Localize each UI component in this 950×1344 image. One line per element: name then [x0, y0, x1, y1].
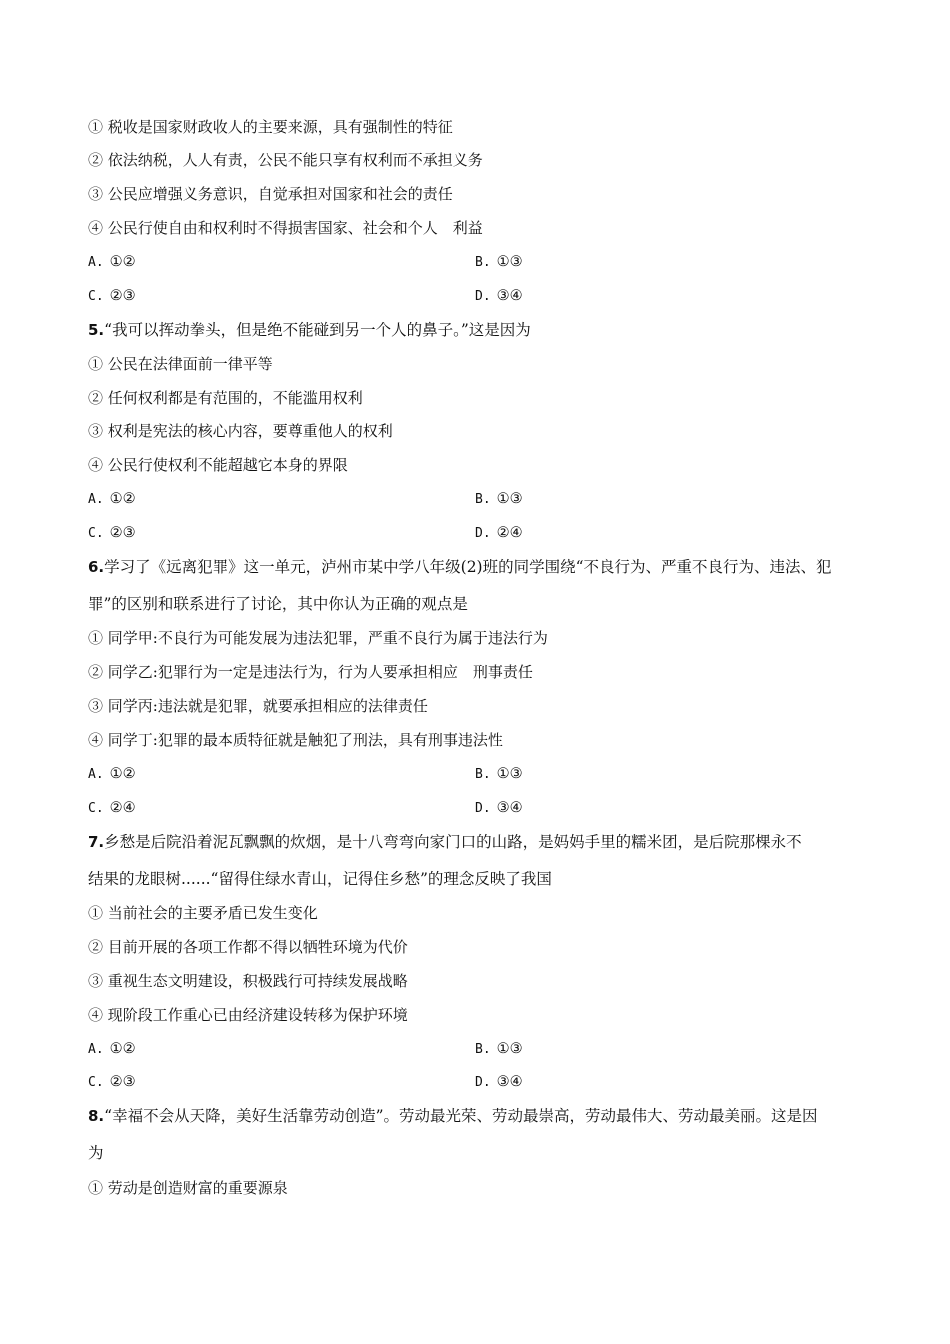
option-letter: D. [475, 526, 491, 541]
option-letter: B. [475, 255, 491, 270]
option-text: ③④ [496, 800, 523, 816]
q6-option-a [88, 764, 136, 785]
q7-stem-line-1 [88, 832, 802, 852]
q6-option-b [475, 764, 523, 785]
question-number: 6. [88, 558, 105, 576]
q5-option-b [475, 489, 523, 510]
q6-stem-line-2: 罪”的区别和联系进行了讨论，其中你认为正确的观点是 [88, 595, 468, 613]
option-text: ③④ [496, 1074, 523, 1090]
option-text: ①② [109, 766, 136, 782]
option-text: ①② [109, 1041, 136, 1057]
option-letter: D. [475, 801, 491, 816]
q6-statement-2: ② 同学乙:犯罪行为一定是违法行为，行为人要承担相应 刑事责任 [88, 663, 533, 681]
option-letter: C. [88, 289, 104, 304]
q5-option-a [88, 489, 136, 510]
q4-option-a [88, 252, 136, 273]
option-letter: B. [475, 767, 491, 782]
option-letter: A. [88, 1042, 104, 1057]
q5-statement-3: ③ 权利是宪法的核心内容，要尊重他人的权利 [88, 422, 393, 440]
option-text: ②④ [109, 800, 136, 816]
option-text: ①② [109, 491, 136, 507]
option-text: ①③ [496, 491, 523, 507]
option-text: ③④ [496, 288, 523, 304]
question-stem-text: 乡愁是后院沿着泥瓦飘飘的炊烟，是十八弯弯向家门口的山路，是妈妈手里的糯米团，是后院那棵永不 [104, 833, 802, 851]
option-letter: D. [475, 1075, 491, 1090]
option-text: ①③ [496, 766, 523, 782]
q7-statement-3: ③ 重视生态文明建设，积极践行可持续发展战略 [88, 972, 408, 990]
q6-option-c [88, 798, 136, 819]
q5-option-c [88, 523, 136, 544]
q6-statement-4: ④ 同学丁:犯罪的最本质特征就是触犯了刑法，具有刑事违法性 [88, 731, 503, 749]
q8-statement-1: ① 劳动是创造财富的重要源泉 [88, 1179, 288, 1197]
q7-statement-4: ④ 现阶段工作重心已由经济建设转移为保护环境 [88, 1006, 408, 1024]
question-number: 8. [88, 1107, 105, 1125]
option-letter: C. [88, 526, 104, 541]
q4-option-b [475, 252, 523, 273]
q6-stem-line-1 [88, 557, 832, 577]
option-text: ①③ [496, 254, 523, 270]
option-text: ①③ [496, 1041, 523, 1057]
question-number: 7. [88, 833, 105, 851]
option-letter: D. [475, 289, 491, 304]
q7-option-d [475, 1072, 523, 1093]
q7-stem-line-2: 结果的龙眼树......“留得住绿水青山，记得住乡愁”的理念反映了我国 [88, 870, 552, 888]
option-text: ②③ [109, 525, 136, 541]
question-stem-text: “我可以挥动拳头，但是绝不能碰到另一个人的鼻子。”这是因为 [104, 321, 531, 339]
q7-statement-2: ② 目前开展的各项工作都不得以牺牲环境为代价 [88, 938, 408, 956]
option-letter: C. [88, 1075, 104, 1090]
question-stem-text: “幸福不会从天降，美好生活靠劳动创造”。劳动最光荣、劳动最崇高，劳动最伟大、劳动最美丽。这是因 [104, 1107, 818, 1125]
q6-statement-1: ① 同学甲:不良行为可能发展为违法犯罪，严重不良行为属于违法行为 [88, 629, 548, 647]
q6-statement-3: ③ 同学丙:违法就是犯罪，就要承担相应的法律责任 [88, 697, 428, 715]
q8-stem-line-1 [88, 1106, 818, 1126]
q4-statement-3: ③ 公民应增强义务意识，自觉承担对国家和社会的责任 [88, 185, 453, 203]
q7-option-b [475, 1039, 523, 1060]
q4-option-c [88, 286, 136, 307]
q7-option-c [88, 1072, 136, 1093]
option-letter: B. [475, 1042, 491, 1057]
q5-statement-1: ① 公民在法律面前一律平等 [88, 355, 273, 373]
q5-stem [88, 320, 531, 340]
q7-statement-1: ① 当前社会的主要矛盾已发生变化 [88, 904, 318, 922]
option-letter: C. [88, 801, 104, 816]
q5-option-d [475, 523, 523, 544]
option-letter: A. [88, 255, 104, 270]
q5-statement-2: ② 任何权利都是有范围的，不能滥用权利 [88, 389, 363, 407]
q4-statement-4: ④ 公民行使自由和权利时不得损害国家、社会和个人 利益 [88, 219, 483, 237]
q8-stem-line-2: 为 [88, 1144, 104, 1162]
option-letter: A. [88, 492, 104, 507]
q5-statement-4: ④ 公民行使权利不能超越它本身的界限 [88, 456, 348, 474]
question-number: 5. [88, 321, 105, 339]
q4-statement-1: ① 税收是国家财政收人的主要来源，具有强制性的特征 [88, 118, 453, 136]
q4-statement-2: ② 依法纳税，人人有责，公民不能只享有权利而不承担义务 [88, 151, 483, 169]
q6-option-d [475, 798, 523, 819]
option-text: ②③ [109, 1074, 136, 1090]
question-stem-text: 学习了《远离犯罪》这一单元，泸州市某中学八年级(2)班的同学围绕“不良行为、严重不良行为、违法、犯 [104, 558, 832, 576]
q7-option-a [88, 1039, 136, 1060]
option-letter: B. [475, 492, 491, 507]
option-letter: A. [88, 767, 104, 782]
q4-option-d [475, 286, 523, 307]
option-text: ①② [109, 254, 136, 270]
option-text: ②③ [109, 288, 136, 304]
option-text: ②④ [496, 525, 523, 541]
